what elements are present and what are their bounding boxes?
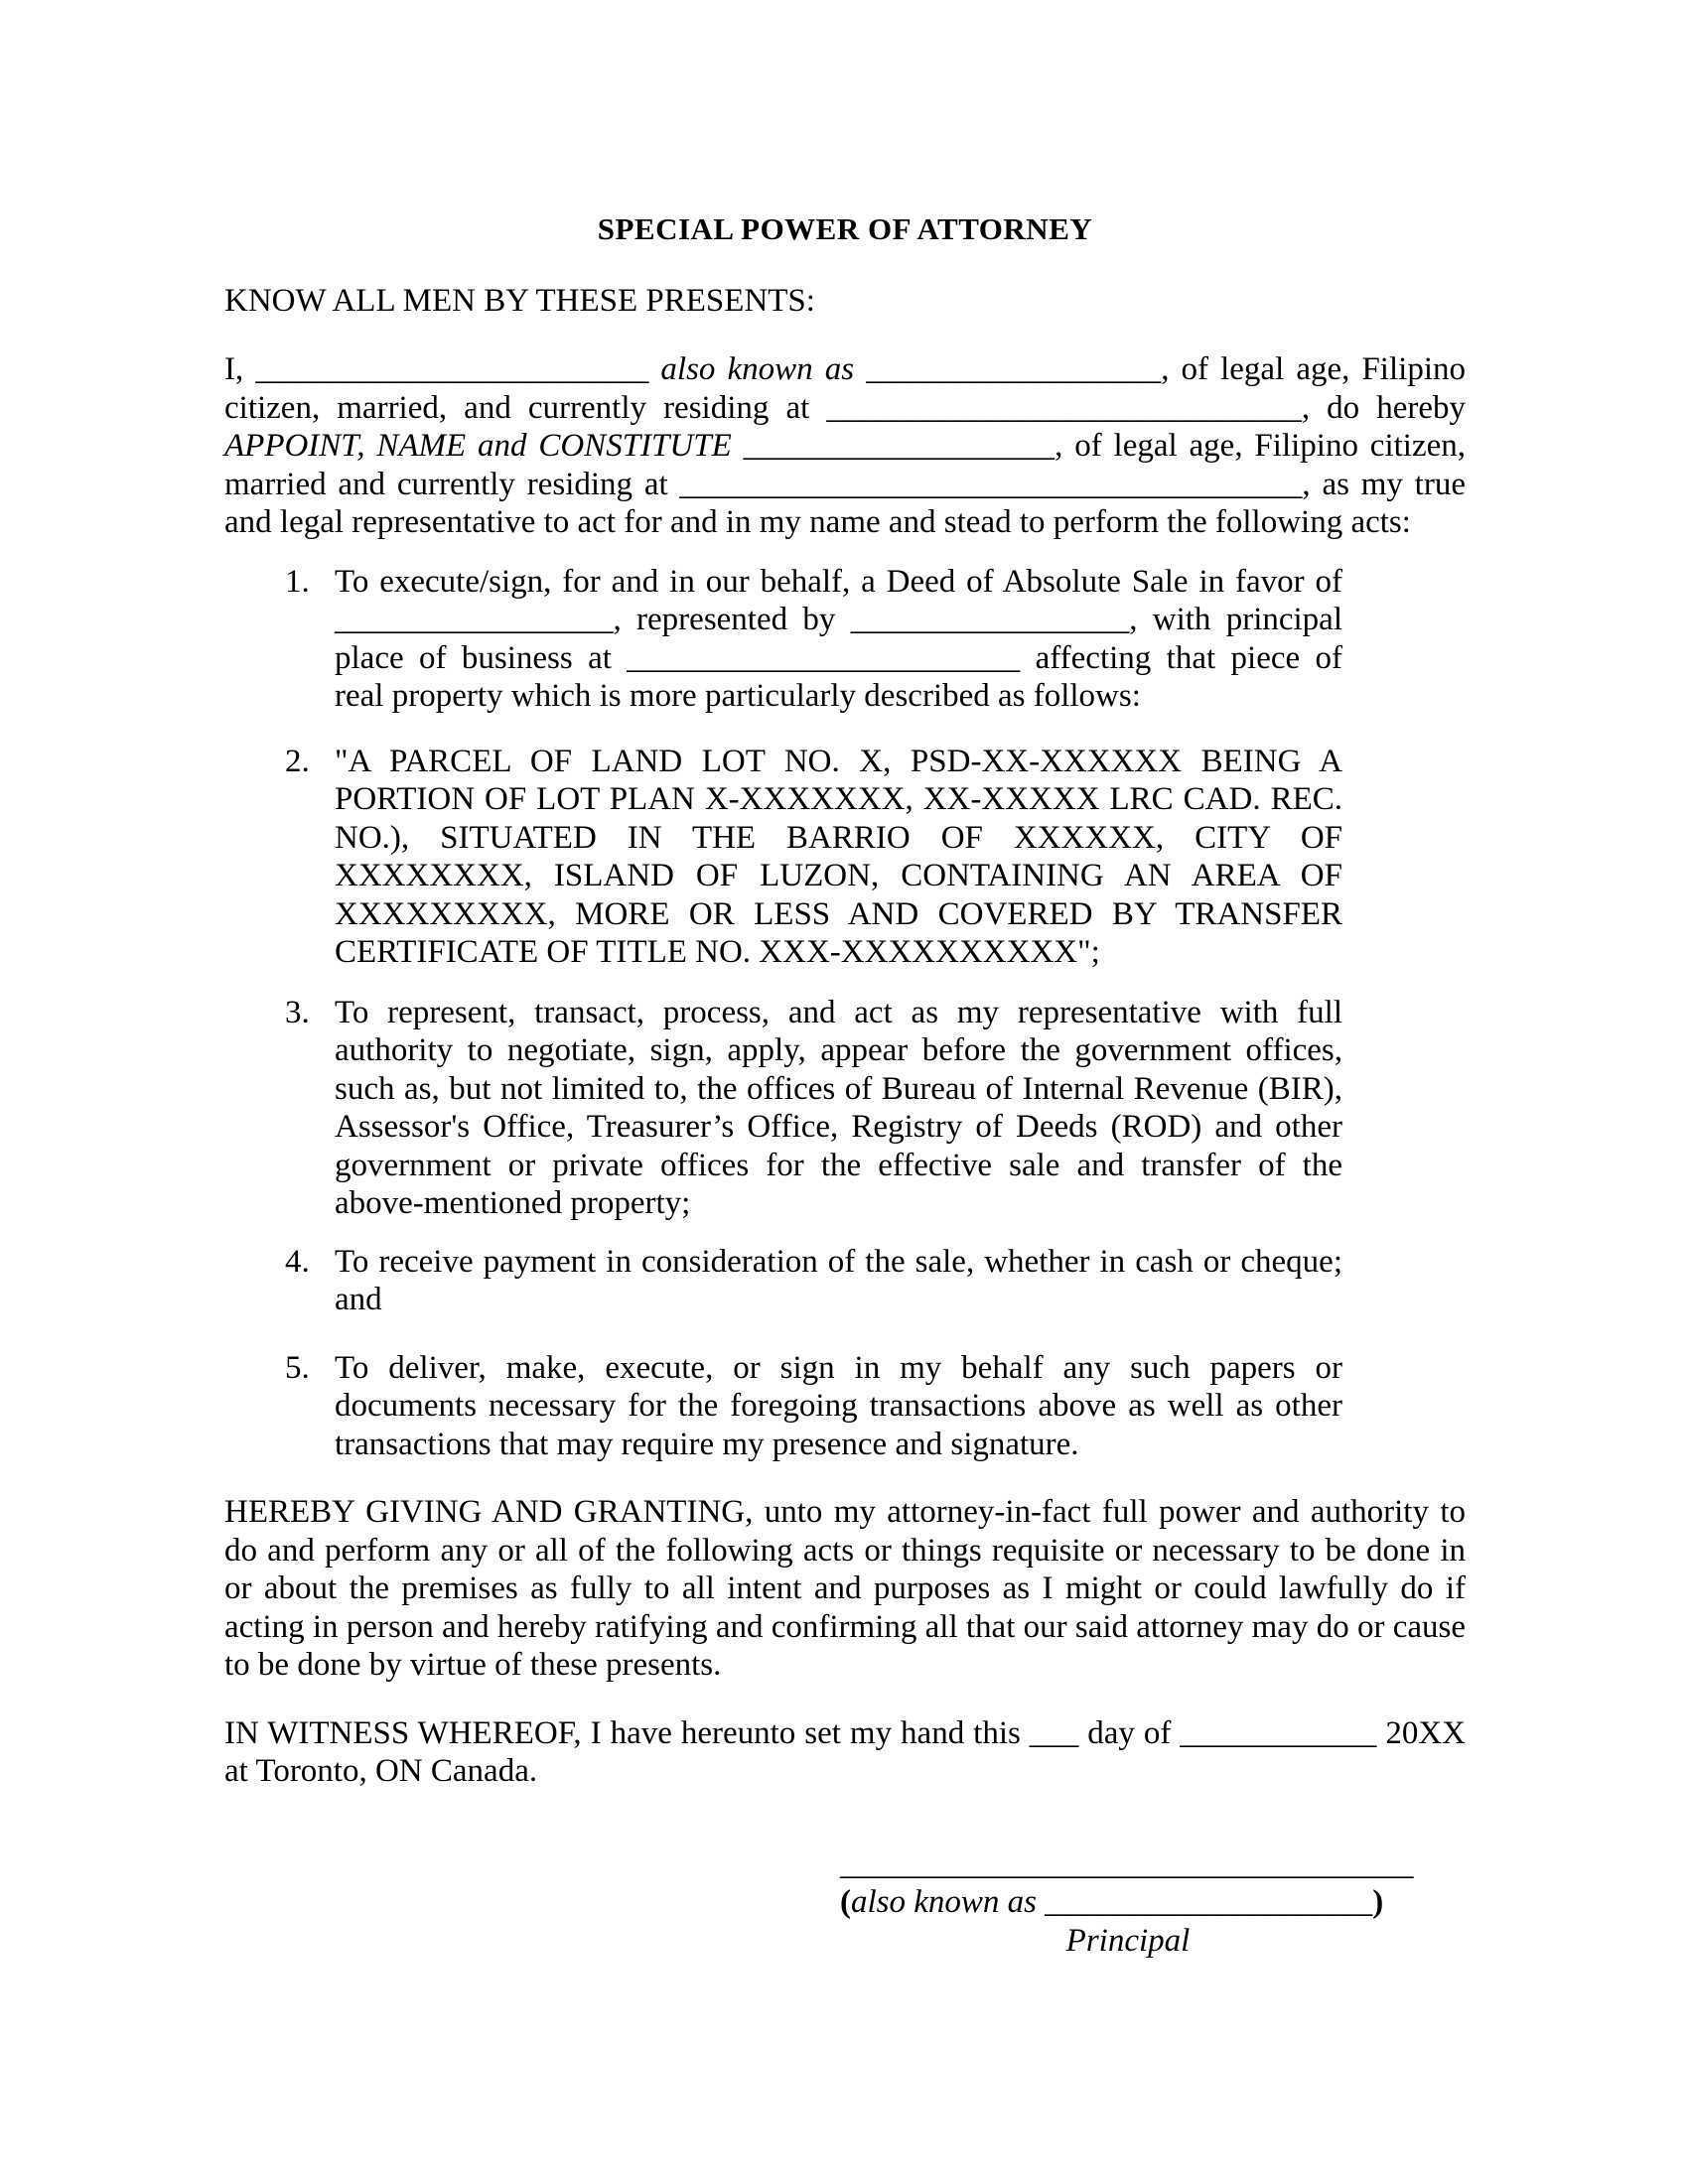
act-item bbox=[224, 994, 1342, 1223]
act-item bbox=[224, 1349, 1342, 1464]
aka-label-italic: also known as bbox=[851, 1884, 1038, 1920]
act-text: To receive payment in consideration of the sale, whether in cash or cheque; and bbox=[335, 1243, 1342, 1317]
intro-paragraph bbox=[224, 350, 1466, 542]
intro-text-with-principal-name-blank: I, ________________________ bbox=[224, 351, 661, 387]
intro-appoint-name-constitute-italic: APPOINT, NAME and CONSTITUTE bbox=[224, 428, 732, 464]
witness-clause-paragraph: IN WITNESS WHEREOF, I have hereunto set my hand this ___ day of ____________ 20XX at Toronto, ON Canada. bbox=[224, 1714, 1466, 1789]
signature-line-blank: ___________________________________ bbox=[840, 1845, 1414, 1882]
act-text: To represent, transact, process, and act as my representative with full authority to negotiate, sign, apply, appear before the government offices, such as, but not limited to, the offices of Bureau of Internal Revenue (BIR), Assessor's Office, Treasurer’s Office, Registry of Deeds (ROD) and other government or private offices for the effective sale and transfer of the above-mentioned property; bbox=[335, 994, 1342, 1221]
granting-clause-paragraph: HEREBY GIVING AND GRANTING, unto my attorney-in-fact full power and authority to do and perform any or all of the following acts or things requisite or necessary to be done in or about the premises as fully to all intent and purposes as I might or could lawfully do if acting in person and hereby ratifying and confirming all that our said attorney may do or cause to be done by virtue of these presents. bbox=[224, 1494, 1466, 1683]
signature-aka-line bbox=[840, 1883, 1436, 1922]
intro-text-with-alias-and-address-blanks: __________________, of legal age, Filipino citizen, married, and currently residing at _____________________________, do hereby bbox=[224, 351, 1466, 426]
aka-close-paren: ) bbox=[1372, 1884, 1384, 1920]
intro-also-known-as-italic: also known as bbox=[660, 351, 855, 387]
salutation-line: KNOW ALL MEN BY THESE PRESENTS: bbox=[224, 282, 815, 319]
act-text-property-description: "A PARCEL OF LAND LOT NO. X, PSD-XX-XXXXXX BEING A PORTION OF LOT PLAN X-XXXXXXX, XX-XXXXX LRC CAD. REC. NO.), SITUATED IN THE BARRIO OF XXXXXX, CITY OF XXXXXXXX, ISLAND OF LUZON, CONTAINING AN AREA OF XXXXXXXXX, MORE OR LESS AND COVERED BY TRANSFER CERTIFICATE OF TITLE NO. XXX-XXXXXXXXXX"; bbox=[335, 743, 1342, 970]
intro-text-with-attorney-blanks: ___________________, of legal age, Filipino citizen, married and currently residing at ______________________________________, as my true and legal representative to act for and in my name and stead to perform the following acts: bbox=[224, 428, 1466, 540]
act-number: 5. bbox=[285, 1349, 310, 1386]
document-title: SPECIAL POWER OF ATTORNEY bbox=[597, 211, 1093, 246]
act-item bbox=[224, 743, 1342, 972]
acts-list bbox=[224, 563, 1466, 1464]
act-number: 2. bbox=[285, 743, 310, 779]
act-item bbox=[224, 1243, 1342, 1319]
signature-role-label: Principal bbox=[1065, 1922, 1191, 1959]
act-text: To execute/sign, for and in our behalf, a Deed of Absolute Sale in favor of _________________, represented by _________________, with principal place of business at ________________________ affecting that piece of real property which is more particularly described as follows: bbox=[335, 563, 1342, 714]
act-item bbox=[224, 563, 1342, 716]
act-text: To deliver, make, execute, or sign in my behalf any such papers or documents necessary for the foregoing transactions above as well as other transactions that may require my presence and signature. bbox=[335, 1349, 1342, 1462]
aka-name-blank: ____________________ bbox=[1037, 1884, 1373, 1920]
aka-open-paren: ( bbox=[840, 1884, 851, 1920]
act-number: 3. bbox=[285, 994, 310, 1030]
signature-block bbox=[840, 1845, 1436, 1961]
act-number: 4. bbox=[285, 1243, 310, 1280]
act-number: 1. bbox=[285, 563, 310, 600]
